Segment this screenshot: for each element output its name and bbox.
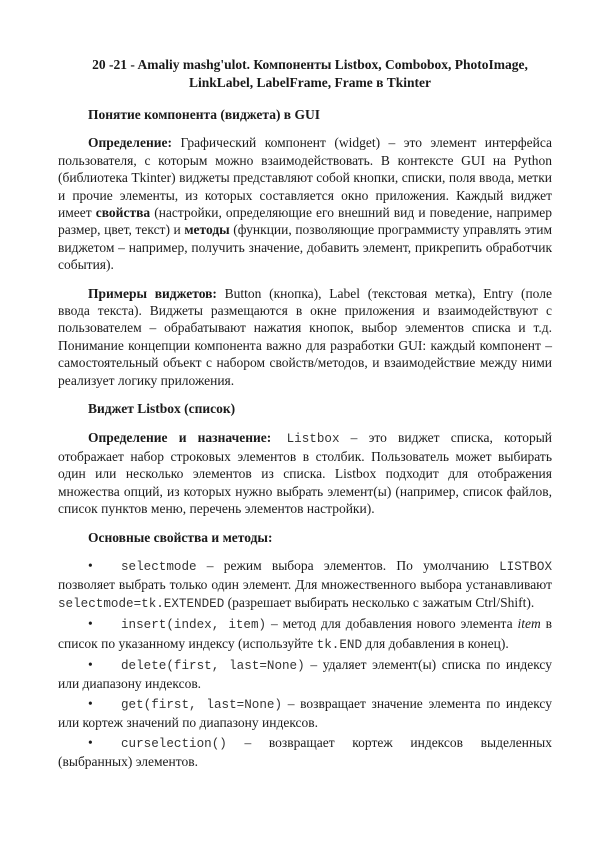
section-heading-properties: Основные свойства и методы:: [88, 529, 273, 545]
bullet-icon: •: [88, 695, 93, 711]
purpose-text: – это виджет списка, который отображает набор строковых элементов в столбик. Пользователь может выбирать один или несколько элементов из списка. Listbox подходит для отображения множества опций, из которых нужно выбрать элемент(ы) (например, список файлов, список пунктов меню, перечень элементов настройки).: [58, 429, 552, 517]
code-curselection: curselection(): [121, 736, 227, 751]
list-item-insert: [58, 615, 552, 654]
code-get: get(first, last=None): [121, 697, 283, 712]
title-line-2: LinkLabel, LabelFrame, Frame в Tkinter: [188, 75, 432, 90]
list-item-text: для добавления в конец).: [362, 635, 509, 651]
examples-label: Примеры виджетов:: [88, 285, 217, 301]
list-item-text: – возвращает кортеж индексов выделенных (выбранных) элементов.: [58, 734, 552, 769]
section-heading-component: Понятие компонента (виджета) в GUI: [88, 107, 320, 122]
list-item-text: – метод для добавления нового элемента: [266, 616, 518, 632]
section-heading-listbox: Виджет Listbox (список): [88, 401, 236, 417]
list-item-text: (разрешает выбирать несколько с зажатым Ctrl/Shift).: [224, 594, 535, 610]
code-listbox: LISTBOX: [499, 559, 552, 574]
list-item-curselection: [58, 734, 552, 771]
list-item-text: – возвращает значение элемента по индексу или кортеж значений по диапазону индексов.: [58, 695, 552, 731]
code-insert: insert(index, item): [121, 618, 267, 633]
bullet-icon: •: [88, 557, 93, 573]
list-item-text: позволяет выбрать только один элемент. Для множественного выбора устанавливают: [58, 577, 552, 593]
purpose-code: Listbox: [271, 431, 340, 446]
code-selectmode-extended: selectmode=tk.EXTENDED: [58, 596, 225, 611]
list-item-text: – режим выбора элементов. По умолчанию: [196, 557, 500, 573]
definition-text-1: Графический компонент (widget) – это элемент интерфейса пользователя, с которым можно взаимодействовать. В контексте GUI на Python (библиотека Tkinter) виджеты представляют собой кнопки, списки, поля ввода, метки и прочие элементы, из которых составляется окно приложения. Каждый виджет имеет: [58, 135, 552, 221]
definition-label: Определение:: [88, 135, 173, 151]
bullet-icon: •: [88, 734, 93, 750]
document-title: [58, 56, 552, 92]
list-item-text: – удаляет элемент(ы) списка по индексу или диапазону индексов.: [58, 656, 552, 692]
code-selectmode: selectmode: [121, 559, 197, 574]
definition-paragraph: [58, 134, 552, 273]
listbox-purpose-paragraph: [58, 429, 552, 518]
italic-item: item: [517, 616, 541, 632]
code-tk-end: tk.END: [316, 637, 363, 652]
list-item-get: [58, 695, 552, 732]
definition-bold-properties: свойства: [95, 205, 151, 221]
list-item-selectmode: [58, 557, 552, 613]
list-item-delete: [58, 656, 552, 693]
title-line-1: 20 -21 - Amaliy mashg'ulot. Компоненты Listbox, Combobox, PhotoImage,: [92, 57, 528, 72]
code-delete: delete(first, last=None): [121, 658, 305, 673]
bullet-icon: •: [88, 656, 93, 672]
purpose-label: Определение и назначение:: [88, 429, 272, 445]
definition-text-3: (функции, позволяющие программисту управлять этим виджетом – например, получить значение, добавить элемент, прикрепить обработчик события).: [58, 222, 552, 273]
examples-text: Button (кнопка), Label (текстовая метка), Entry (поле ввода текста). Виджеты размещаются в окне приложения и взаимодействуют с пользователем – обрабатывают нажатия кнопок, выбор элементов списка и т.д. Понимание концепции компонента важно для разработки GUI: каждый компонент – самостоятельный объект с набором свойств/методов, и взаимодействие между ними реализует логику приложения.: [58, 285, 552, 388]
definition-text-2: (настройки, определяющие его внешний вид и поведение, например размер, цвет, текст) и: [58, 205, 552, 238]
properties-list: [58, 557, 552, 770]
list-item-text: в список по указанному индексу (используйте: [58, 616, 553, 651]
definition-bold-methods: методы: [184, 222, 230, 238]
bullet-icon: •: [88, 616, 93, 632]
examples-paragraph: [58, 285, 552, 389]
